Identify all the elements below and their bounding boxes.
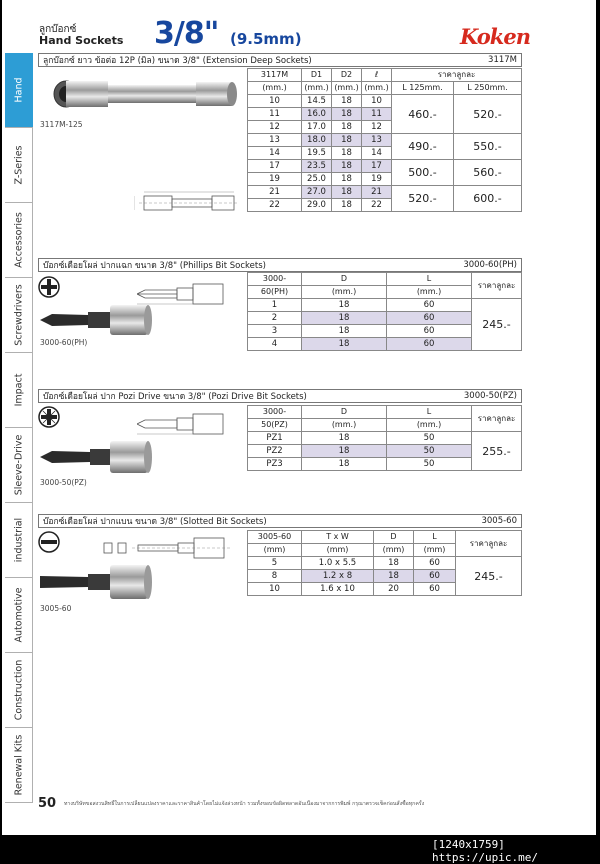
phillips-tip-icon bbox=[38, 276, 60, 298]
table-cell: 18.0 bbox=[302, 134, 332, 147]
table-cell: 2 bbox=[248, 312, 302, 325]
price-cell: 490.- bbox=[392, 134, 454, 160]
price-cell: 245.- bbox=[472, 299, 522, 351]
price-cell: 460.- bbox=[392, 95, 454, 134]
col-unit: (mm.) bbox=[302, 286, 387, 299]
table-cell: 18 bbox=[332, 95, 362, 108]
table-cell: 4 bbox=[248, 338, 302, 351]
table-cell: 18 bbox=[302, 325, 387, 338]
tab-label: Automotive bbox=[13, 587, 24, 643]
table-cell: 50 bbox=[387, 445, 472, 458]
tab-label: industrial bbox=[13, 517, 24, 563]
table-cell: 13 bbox=[248, 134, 302, 147]
price-cell: 520.- bbox=[454, 95, 522, 134]
pozi-sockets-header bbox=[38, 389, 522, 403]
table-cell: 10 bbox=[362, 95, 392, 108]
table-cell: 18 bbox=[332, 173, 362, 186]
col-unit: (mm) bbox=[374, 544, 414, 557]
price-cell: 500.- bbox=[392, 160, 454, 186]
tab-label: Renewal Kits bbox=[13, 734, 24, 796]
slotted-table bbox=[247, 530, 522, 596]
col-txw: T x W bbox=[302, 531, 374, 544]
slotted-drawing bbox=[102, 536, 242, 560]
table-cell: PZ2 bbox=[248, 445, 302, 458]
tab-label: Sleeve-Drive bbox=[13, 434, 24, 496]
section-code: 3005-60 bbox=[481, 516, 517, 526]
table-cell: 29.0 bbox=[302, 199, 332, 212]
col-unit: (mm) bbox=[302, 544, 374, 557]
table-cell: 14.5 bbox=[302, 95, 332, 108]
table-cell: PZ3 bbox=[248, 458, 302, 471]
table-cell: 11 bbox=[362, 108, 392, 121]
table-cell: 8 bbox=[248, 570, 302, 583]
col-unit: (mm.) bbox=[302, 419, 387, 432]
section-code: 3117M bbox=[488, 55, 517, 65]
col-model: 3005-60 bbox=[248, 531, 302, 544]
footnote: ทางบริษัทขอสงวนสิทธิ์ในการเปลี่ยนแปลงราคาและราคาสินค้าโดยไม่แจ้งล่วงหน้า รวมทั้งขอบข้อผิดพลาดอันเนื่องมาจากการพิมพ์ กรุณาตรวจเช็คก่อนสั่งซื้อทุกครั้ง bbox=[64, 801, 425, 807]
tab-impact[interactable] bbox=[5, 353, 33, 428]
table-cell: 27.0 bbox=[302, 186, 332, 199]
col-model-2: 50(PZ) bbox=[248, 419, 302, 432]
col-model: 3117M bbox=[248, 69, 302, 82]
col-unit: (mm.) bbox=[387, 286, 472, 299]
table-cell: 17 bbox=[362, 160, 392, 173]
deep-socket-caption: 3117M-125 bbox=[40, 120, 83, 129]
col-unit: (mm.) bbox=[302, 82, 332, 95]
catalog-page bbox=[2, 0, 596, 835]
table-cell: 18 bbox=[302, 458, 387, 471]
table-cell: 14 bbox=[248, 147, 302, 160]
header-size-mm: (9.5mm) bbox=[230, 30, 302, 48]
table-cell: 14 bbox=[362, 147, 392, 160]
table-cell: 60 bbox=[387, 299, 472, 312]
deep-socket-drawing bbox=[134, 188, 244, 218]
table-cell: 18 bbox=[332, 186, 362, 199]
slotted-tip-icon bbox=[38, 531, 60, 553]
phillips-sockets-header bbox=[38, 258, 522, 272]
header-english-title: Hand Sockets bbox=[39, 34, 124, 47]
table-cell: 25.0 bbox=[302, 173, 332, 186]
table-cell: 13 bbox=[362, 134, 392, 147]
brand-logo: Koken bbox=[460, 24, 530, 49]
col-price: ราคาลูกละ bbox=[472, 406, 522, 432]
table-cell: 18 bbox=[332, 199, 362, 212]
table-cell: 18 bbox=[332, 108, 362, 121]
phillips-drawing bbox=[137, 282, 242, 306]
col-d: D bbox=[302, 406, 387, 419]
category-tabs bbox=[5, 53, 33, 803]
tab-label: Construction bbox=[13, 659, 24, 721]
col-unit: (mm.) bbox=[362, 82, 392, 95]
tab-automotive[interactable] bbox=[5, 578, 33, 653]
table-cell: 21 bbox=[362, 186, 392, 199]
table-cell: 17.0 bbox=[302, 121, 332, 134]
table-cell: 22 bbox=[248, 199, 302, 212]
col-d: D bbox=[374, 531, 414, 544]
deep-sockets-header bbox=[38, 53, 522, 67]
pozi-tip-icon bbox=[38, 406, 60, 428]
table-cell: 10 bbox=[248, 583, 302, 596]
table-cell: 12 bbox=[248, 121, 302, 134]
table-cell: 1.6 x 10 bbox=[302, 583, 374, 596]
page-number: 50 bbox=[38, 796, 57, 811]
table-cell: 18 bbox=[332, 160, 362, 173]
table-cell: 18 bbox=[332, 134, 362, 147]
col-price: ราคาลูกละ bbox=[472, 273, 522, 299]
section-title: บ๊อกซ์เดือยโผล่ ปากแฉก ขนาด 3/8" (Phillips Bit Sockets) bbox=[43, 261, 266, 271]
col-model-unit: (mm) bbox=[248, 544, 302, 557]
tab-label: Accessories bbox=[13, 212, 24, 268]
tab-label: Impact bbox=[13, 373, 24, 407]
table-cell: 60 bbox=[387, 325, 472, 338]
table-cell: 1.0 x 5.5 bbox=[302, 557, 374, 570]
table-cell: 18 bbox=[302, 299, 387, 312]
phillips-socket-caption: 3000-60(PH) bbox=[40, 338, 88, 347]
col-price: ราคาลูกละ bbox=[456, 531, 522, 557]
tab-label: Z-Series bbox=[13, 145, 24, 185]
phillips-socket-image bbox=[40, 302, 155, 338]
table-cell: 23.5 bbox=[302, 160, 332, 173]
table-cell: 60 bbox=[414, 583, 456, 596]
table-cell: 18 bbox=[374, 557, 414, 570]
phillips-table bbox=[247, 272, 522, 351]
header-thai-title: ลูกบ๊อกซ์ bbox=[39, 24, 77, 35]
watermark: [1240x1759] https://upic.me/ bbox=[432, 838, 538, 864]
table-cell: 18 bbox=[374, 570, 414, 583]
pozi-socket-image bbox=[40, 438, 155, 476]
deep-sockets-table bbox=[247, 68, 522, 212]
table-cell: 18 bbox=[302, 445, 387, 458]
price-cell: 560.- bbox=[454, 160, 522, 186]
col-price-250: L 250mm. bbox=[454, 82, 522, 95]
col-l: L bbox=[387, 273, 472, 286]
col-d2: D2 bbox=[332, 69, 362, 82]
table-cell: 1.2 x 8 bbox=[302, 570, 374, 583]
table-cell: 18 bbox=[302, 312, 387, 325]
section-title: บ๊อกซ์เดือยโผล่ ปาก Pozi Drive ขนาด 3/8" (Pozi Drive Bit Sockets) bbox=[43, 392, 307, 402]
table-cell: 60 bbox=[387, 338, 472, 351]
col-price-125: L 125mm. bbox=[392, 82, 454, 95]
table-cell: 12 bbox=[362, 121, 392, 134]
tab-label: Screwdrivers bbox=[13, 284, 24, 346]
slotted-sockets-header bbox=[38, 514, 522, 528]
col-model-2: 60(PH) bbox=[248, 286, 302, 299]
col-model: 3000- bbox=[248, 273, 302, 286]
price-cell: 255.- bbox=[472, 432, 522, 471]
price-cell: 520.- bbox=[392, 186, 454, 212]
tab-sleeve-drive[interactable] bbox=[5, 428, 33, 503]
table-cell: 3 bbox=[248, 325, 302, 338]
price-cell: 600.- bbox=[454, 186, 522, 212]
table-cell: 18 bbox=[332, 147, 362, 160]
table-cell: 18 bbox=[302, 432, 387, 445]
tab-screwdrivers[interactable] bbox=[5, 278, 33, 353]
tab-hand[interactable] bbox=[5, 53, 33, 128]
tab-z-series[interactable] bbox=[5, 128, 33, 203]
section-code: 3000-50(PZ) bbox=[463, 391, 517, 401]
table-cell: 17 bbox=[248, 160, 302, 173]
table-cell: 60 bbox=[414, 570, 456, 583]
col-d: D bbox=[302, 273, 387, 286]
tab-label: Hand bbox=[13, 77, 25, 103]
col-model: 3000- bbox=[248, 406, 302, 419]
table-cell: 11 bbox=[248, 108, 302, 121]
table-cell: 19 bbox=[362, 173, 392, 186]
tab-construction[interactable] bbox=[5, 653, 33, 728]
pozi-table bbox=[247, 405, 522, 471]
table-cell: 1 bbox=[248, 299, 302, 312]
col-unit: (mm.) bbox=[387, 419, 472, 432]
deep-socket-image bbox=[40, 72, 245, 122]
col-l: ℓ bbox=[362, 69, 392, 82]
table-cell: 19.5 bbox=[302, 147, 332, 160]
col-d1: D1 bbox=[302, 69, 332, 82]
table-cell: 5 bbox=[248, 557, 302, 570]
pozi-socket-caption: 3000-50(PZ) bbox=[40, 478, 87, 487]
table-cell: 16.0 bbox=[302, 108, 332, 121]
table-cell: 19 bbox=[248, 173, 302, 186]
col-l: L bbox=[387, 406, 472, 419]
table-cell: 21 bbox=[248, 186, 302, 199]
table-cell: 50 bbox=[387, 432, 472, 445]
tab-renewal-kits[interactable] bbox=[5, 728, 33, 803]
section-code: 3000-60(PH) bbox=[463, 260, 517, 270]
table-cell: 18 bbox=[302, 338, 387, 351]
table-cell: 10 bbox=[248, 95, 302, 108]
col-model-unit: (mm.) bbox=[248, 82, 302, 95]
header-size: 3/8" bbox=[154, 16, 219, 51]
tab-industrial[interactable] bbox=[5, 503, 33, 578]
col-l: L bbox=[414, 531, 456, 544]
slotted-socket-caption: 3005-60 bbox=[40, 604, 72, 613]
table-cell: 60 bbox=[387, 312, 472, 325]
tab-accessories[interactable] bbox=[5, 203, 33, 278]
section-title: บ๊อกซ์เดือยโผล่ ปากแบน ขนาด 3/8" (Slotted Bit Sockets) bbox=[43, 517, 267, 527]
pozi-drawing bbox=[137, 412, 242, 436]
col-unit: (mm.) bbox=[332, 82, 362, 95]
price-cell: 550.- bbox=[454, 134, 522, 160]
table-cell: PZ1 bbox=[248, 432, 302, 445]
table-cell: 20 bbox=[374, 583, 414, 596]
table-cell: 18 bbox=[332, 121, 362, 134]
table-cell: 22 bbox=[362, 199, 392, 212]
slotted-socket-image bbox=[40, 562, 155, 602]
table-cell: 60 bbox=[414, 557, 456, 570]
col-unit: (mm) bbox=[414, 544, 456, 557]
table-cell: 50 bbox=[387, 458, 472, 471]
price-cell: 245.- bbox=[456, 557, 522, 596]
section-title: ลูกบ๊อกซ์ ยาว ข้อต่อ 12P (มิล) ขนาด 3/8" (Extension Deep Sockets) bbox=[43, 56, 312, 66]
col-price: ราคาลูกละ bbox=[392, 69, 522, 82]
